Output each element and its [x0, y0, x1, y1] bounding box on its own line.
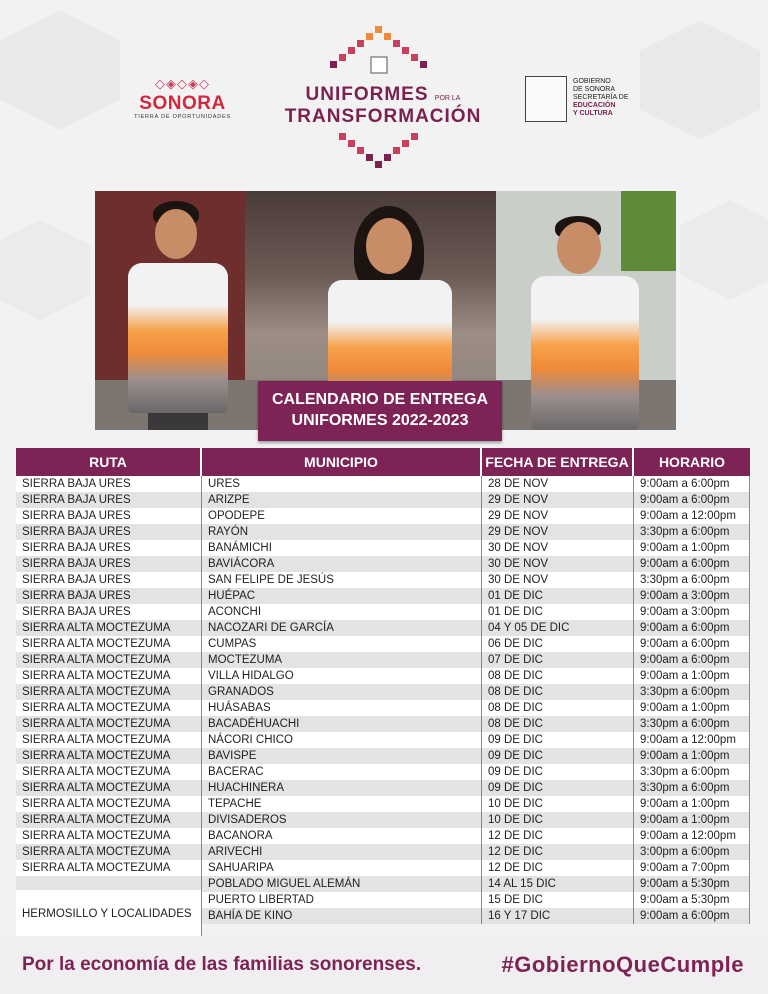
cell-municipio: NACOZARI DE GARCÍA	[202, 620, 482, 636]
cell-ruta: SIERRA BAJA URES	[16, 524, 202, 540]
state-seal-icon	[525, 76, 567, 122]
cell-fecha: 10 DE DIC	[482, 812, 634, 828]
cell-horario: 9:00am a 1:00pm	[634, 812, 750, 828]
cell-ruta: SIERRA ALTA MOCTEZUMA	[16, 700, 202, 716]
cell-fecha: 30 DE NOV	[482, 556, 634, 572]
delivery-schedule-table	[16, 448, 750, 924]
cell-municipio: MOCTEZUMA	[202, 652, 482, 668]
cell-fecha: 04 Y 05 DE DIC	[482, 620, 634, 636]
por-la-word: POR LA	[434, 95, 461, 102]
gob-line2: DE SONORA	[573, 86, 616, 93]
cell-ruta: SIERRA ALTA MOCTEZUMA	[16, 780, 202, 796]
header-fecha: FECHA DE ENTREGA	[482, 448, 634, 476]
cell-municipio: BAVISPE	[202, 748, 482, 764]
cell-fecha: 12 DE DIC	[482, 828, 634, 844]
cell-municipio: SAHUARIPA	[202, 860, 482, 876]
uniformes-word: UNIFORMES	[305, 84, 429, 105]
cell-municipio: BANÁMICHI	[202, 540, 482, 556]
cell-municipio: HUÁSABAS	[202, 700, 482, 716]
cell-ruta: SIERRA ALTA MOCTEZUMA	[16, 668, 202, 684]
cell-ruta: SIERRA ALTA MOCTEZUMA	[16, 764, 202, 780]
footer-slogan: Por la economía de las familias sonorenses.	[22, 954, 422, 975]
footer	[0, 936, 768, 994]
gob-line1: GOBIERNO	[573, 78, 611, 85]
cell-municipio: CUMPAS	[202, 636, 482, 652]
cell-fecha: 28 DE NOV	[482, 476, 634, 492]
cell-ruta: SIERRA ALTA MOCTEZUMA	[16, 812, 202, 828]
header-ruta: RUTA	[16, 448, 202, 476]
sonora-logo-tagline: TIERRA DE OPORTUNIDADES	[134, 114, 231, 120]
gob-line4: EDUCACIÓN	[573, 102, 616, 109]
cell-horario: 9:00am a 7:00pm	[634, 860, 750, 876]
cell-horario: 9:00am a 1:00pm	[634, 700, 750, 716]
header-horario: HORARIO	[658, 454, 726, 470]
cell-fecha: 12 DE DIC	[482, 844, 634, 860]
cell-municipio: DIVISADEROS	[202, 812, 482, 828]
cell-ruta: SIERRA BAJA URES	[16, 556, 202, 572]
table-row	[16, 588, 750, 604]
table-row	[16, 524, 750, 540]
cell-horario: 9:00am a 12:00pm	[634, 508, 750, 524]
cell-municipio: BACANORA	[202, 828, 482, 844]
cell-municipio: RAYÓN	[202, 524, 482, 540]
cell-municipio: SAN FELIPE DE JESÚS	[202, 572, 482, 588]
header	[0, 0, 768, 185]
cell-municipio: TEPACHE	[202, 796, 482, 812]
table-row	[16, 796, 750, 812]
cell-fecha: 30 DE NOV	[482, 572, 634, 588]
cell-municipio: BAHÍA DE KINO	[202, 908, 482, 924]
student-left	[123, 201, 233, 430]
gobierno-logo	[525, 76, 645, 124]
banner-line2: UNIFORMES 2022-2023	[291, 412, 469, 429]
table-row	[16, 764, 750, 780]
cell-ruta: SIERRA ALTA MOCTEZUMA	[16, 732, 202, 748]
sonora-logo	[130, 76, 235, 128]
table-row	[16, 700, 750, 716]
banner-line1: CALENDARIO DE ENTREGA	[271, 391, 488, 408]
cell-horario: 9:00am a 3:00pm	[634, 604, 750, 620]
table-row	[16, 812, 750, 828]
cell-horario: 9:00am a 5:30pm	[634, 876, 750, 892]
cell-fecha: 09 DE DIC	[482, 780, 634, 796]
calendar-banner	[258, 381, 502, 441]
cell-ruta: SIERRA BAJA URES	[16, 492, 202, 508]
cell-municipio: HUACHINERA	[202, 780, 482, 796]
table-header	[16, 448, 750, 476]
cell-ruta-merged: HERMOSILLO Y LOCALIDADES	[16, 890, 202, 938]
table-row	[16, 716, 750, 732]
table-row	[16, 508, 750, 524]
table-row	[16, 748, 750, 764]
table-row	[16, 684, 750, 700]
cell-ruta: SIERRA ALTA MOCTEZUMA	[16, 636, 202, 652]
cell-ruta: SIERRA ALTA MOCTEZUMA	[16, 748, 202, 764]
header-municipio: MUNICIPIO	[202, 448, 482, 476]
cell-fecha: 08 DE DIC	[482, 668, 634, 684]
cell-fecha: 09 DE DIC	[482, 764, 634, 780]
cell-horario: 9:00am a 1:00pm	[634, 540, 750, 556]
cell-horario: 9:00am a 6:00pm	[634, 620, 750, 636]
cell-fecha: 01 DE DIC	[482, 604, 634, 620]
table-row	[16, 620, 750, 636]
cell-horario: 9:00am a 6:00pm	[634, 908, 750, 924]
cell-ruta: SIERRA ALTA MOCTEZUMA	[16, 860, 202, 876]
cell-municipio: BACERAC	[202, 764, 482, 780]
gob-line3: SECRETARÍA DE	[573, 94, 629, 101]
cell-municipio: GRANADOS	[202, 684, 482, 700]
cell-horario: 9:00am a 6:00pm	[634, 636, 750, 652]
cell-horario: 9:00am a 6:00pm	[634, 476, 750, 492]
cell-horario: 9:00am a 6:00pm	[634, 492, 750, 508]
cell-fecha: 06 DE DIC	[482, 636, 634, 652]
cell-fecha: 12 DE DIC	[482, 860, 634, 876]
table-row	[16, 780, 750, 796]
table-row	[16, 476, 750, 492]
cell-fecha: 01 DE DIC	[482, 588, 634, 604]
cell-ruta: SIERRA ALTA MOCTEZUMA	[16, 844, 202, 860]
cell-ruta: SIERRA ALTA MOCTEZUMA	[16, 828, 202, 844]
cell-fecha: 08 DE DIC	[482, 684, 634, 700]
cell-horario: 3:00pm a 6:00pm	[634, 844, 750, 860]
cell-ruta: SIERRA BAJA URES	[16, 540, 202, 556]
cell-ruta: SIERRA BAJA URES	[16, 508, 202, 524]
cell-horario: 3:30pm a 6:00pm	[634, 780, 750, 796]
cell-horario: 9:00am a 5:30pm	[634, 892, 750, 908]
cell-fecha: 30 DE NOV	[482, 540, 634, 556]
table-row	[16, 556, 750, 572]
cell-horario: 3:30pm a 6:00pm	[634, 684, 750, 700]
cell-ruta: SIERRA BAJA URES	[16, 604, 202, 620]
cell-fecha: 29 DE NOV	[482, 492, 634, 508]
sonora-pattern-icon: ◇◈◇◈◇	[155, 76, 210, 91]
table-row	[16, 652, 750, 668]
footer-hashtag: #GobiernoQueCumple	[501, 952, 744, 977]
cell-horario: 9:00am a 1:00pm	[634, 796, 750, 812]
table-row	[16, 492, 750, 508]
cell-municipio: BAVIÁCORA	[202, 556, 482, 572]
table-body	[16, 476, 750, 924]
gobierno-logo-text	[573, 78, 629, 118]
cell-fecha: 29 DE NOV	[482, 524, 634, 540]
cell-fecha: 16 Y 17 DIC	[482, 908, 634, 924]
cell-fecha: 07 DE DIC	[482, 652, 634, 668]
cell-horario: 9:00am a 1:00pm	[634, 668, 750, 684]
cell-municipio: URES	[202, 476, 482, 492]
sonora-logo-name: SONORA	[139, 93, 226, 114]
cell-ruta: SIERRA ALTA MOCTEZUMA	[16, 620, 202, 636]
cell-municipio: BACADÉHUACHI	[202, 716, 482, 732]
uniformes-logo	[278, 20, 488, 180]
cell-ruta: SIERRA ALTA MOCTEZUMA	[16, 796, 202, 812]
student-right	[527, 216, 645, 430]
table-row	[16, 668, 750, 684]
cell-fecha: 14 AL 15 DIC	[482, 876, 634, 892]
cell-horario: 3:30pm a 6:00pm	[634, 572, 750, 588]
cell-municipio: ARIZPE	[202, 492, 482, 508]
cell-horario: 9:00am a 1:00pm	[634, 748, 750, 764]
cell-horario: 9:00am a 6:00pm	[634, 652, 750, 668]
cell-municipio: VILLA HIDALGO	[202, 668, 482, 684]
table-row	[16, 732, 750, 748]
cell-fecha: 08 DE DIC	[482, 716, 634, 732]
transformacion-title: TRANSFORMACIÓN	[284, 106, 482, 127]
cell-horario: 9:00am a 12:00pm	[634, 732, 750, 748]
gob-line5: Y CULTURA	[573, 110, 613, 117]
cell-horario: 9:00am a 6:00pm	[634, 556, 750, 572]
cell-municipio: HUÉPAC	[202, 588, 482, 604]
cell-fecha: 09 DE DIC	[482, 748, 634, 764]
table-row	[16, 860, 750, 876]
table-row	[16, 572, 750, 588]
cell-municipio: ACONCHI	[202, 604, 482, 620]
uniformes-title	[278, 84, 488, 106]
cell-fecha: 08 DE DIC	[482, 700, 634, 716]
cell-municipio: ARIVECHI	[202, 844, 482, 860]
cell-ruta: SIERRA BAJA URES	[16, 572, 202, 588]
table-row	[16, 828, 750, 844]
table-row	[16, 844, 750, 860]
cell-ruta: SIERRA BAJA URES	[16, 588, 202, 604]
table-row	[16, 540, 750, 556]
cell-fecha: 09 DE DIC	[482, 732, 634, 748]
cell-ruta: SIERRA ALTA MOCTEZUMA	[16, 684, 202, 700]
cell-ruta: SIERRA ALTA MOCTEZUMA	[16, 716, 202, 732]
cell-municipio: POBLADO MIGUEL ALEMÁN	[202, 876, 482, 892]
cell-horario: 3:30pm a 6:00pm	[634, 524, 750, 540]
cell-horario: 3:30pm a 6:00pm	[634, 716, 750, 732]
cell-horario: 3:30pm a 6:00pm	[634, 764, 750, 780]
cell-fecha: 29 DE NOV	[482, 508, 634, 524]
table-row	[16, 636, 750, 652]
cell-fecha: 10 DE DIC	[482, 796, 634, 812]
cell-horario: 9:00am a 12:00pm	[634, 828, 750, 844]
cell-municipio: PUERTO LIBERTAD	[202, 892, 482, 908]
cell-ruta: SIERRA BAJA URES	[16, 476, 202, 492]
cell-municipio: OPODEPE	[202, 508, 482, 524]
cell-ruta: SIERRA ALTA MOCTEZUMA	[16, 652, 202, 668]
table-row	[16, 604, 750, 620]
cell-municipio: NÁCORI CHICO	[202, 732, 482, 748]
cell-horario: 9:00am a 3:00pm	[634, 588, 750, 604]
cell-fecha: 15 DE DIC	[482, 892, 634, 908]
